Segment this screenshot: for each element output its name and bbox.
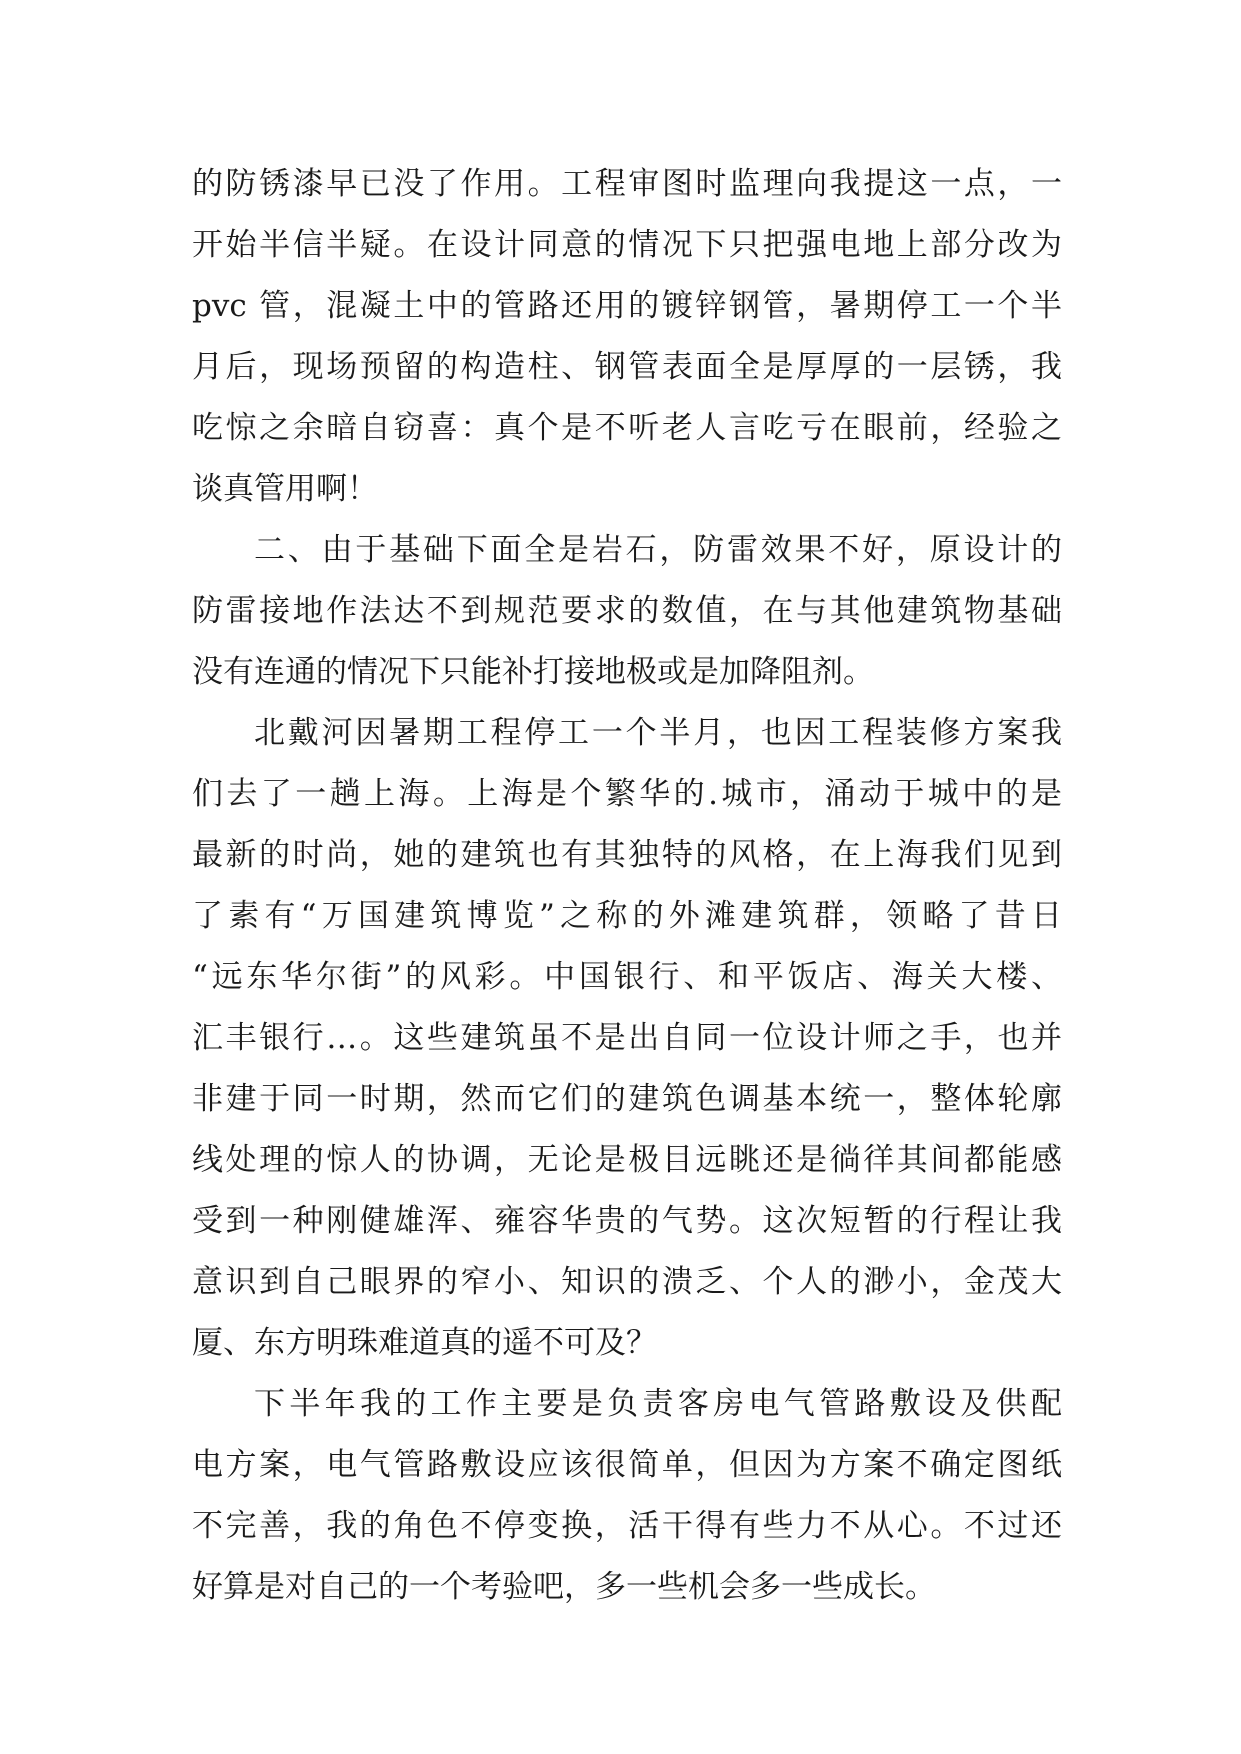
text-line: pvc 管，混凝土中的管路还用的镀锌钢管，暑期停工一个半	[192, 288, 1062, 324]
paragraph-1	[192, 154, 1062, 520]
text-line: 谈真管用啊！	[192, 471, 378, 507]
text-line: 二、由于基础下面全是岩石，防雷效果不好，原设计的	[254, 532, 1062, 568]
text-line: 电方案，电气管路敷设应该很简单，但因为方案不确定图纸	[192, 1447, 1062, 1483]
text-line: 非建于同一时期，然而它们的建筑色调基本统一，整体轮廓	[192, 1081, 1062, 1117]
text-line: 最新的时尚，她的建筑也有其独特的风格，在上海我们见到	[192, 837, 1062, 873]
text-line: 意识到自己眼界的窄小、知识的溃乏、个人的渺小，金茂大	[192, 1264, 1062, 1300]
text-line: 们去了一趟上海。上海是个繁华的.城市，涌动于城中的是	[192, 776, 1062, 812]
text-line: 防雷接地作法达不到规范要求的数值，在与其他建筑物基础	[192, 593, 1062, 629]
text-line: 的防锈漆早已没了作用。工程审图时监理向我提这一点，一	[192, 166, 1062, 202]
text-line: 吃惊之余暗自窃喜：真个是不听老人言吃亏在眼前，经验之	[192, 410, 1062, 446]
paragraph-4	[192, 1374, 1062, 1618]
text-line: 月后，现场预留的构造柱、钢管表面全是厚厚的一层锈，我	[192, 349, 1062, 385]
text-line: 了素有“万国建筑博览”之称的外滩建筑群，领略了昔日	[192, 898, 1062, 934]
document-body	[192, 154, 1062, 1618]
text-line: 厦、东方明珠难道真的遥不可及？	[192, 1325, 657, 1361]
text-line: 开始半信半疑。在设计同意的情况下只把强电地上部分改为	[192, 227, 1062, 263]
text-line: 好算是对自己的一个考验吧，多一些机会多一些成长。	[192, 1569, 936, 1605]
text-line: 下半年我的工作主要是负责客房电气管路敷设及供配	[254, 1386, 1062, 1422]
paragraph-2	[192, 520, 1062, 703]
text-line: 受到一种刚健雄浑、雍容华贵的气势。这次短暂的行程让我	[192, 1203, 1062, 1239]
text-line: “远东华尔街”的风彩。中国银行、和平饭店、海关大楼、	[192, 959, 1062, 995]
paragraph-3	[192, 703, 1062, 1374]
text-line: 汇丰银行…。这些建筑虽不是出自同一位设计师之手，也并	[192, 1020, 1062, 1056]
text-line: 线处理的惊人的协调，无论是极目远眺还是徜徉其间都能感	[192, 1142, 1062, 1178]
text-line: 北戴河因暑期工程停工一个半月，也因工程装修方案我	[254, 715, 1062, 751]
text-line: 不完善，我的角色不停变换，活干得有些力不从心。不过还	[192, 1508, 1062, 1544]
text-line: 没有连通的情况下只能补打接地极或是加降阻剂。	[192, 654, 874, 690]
